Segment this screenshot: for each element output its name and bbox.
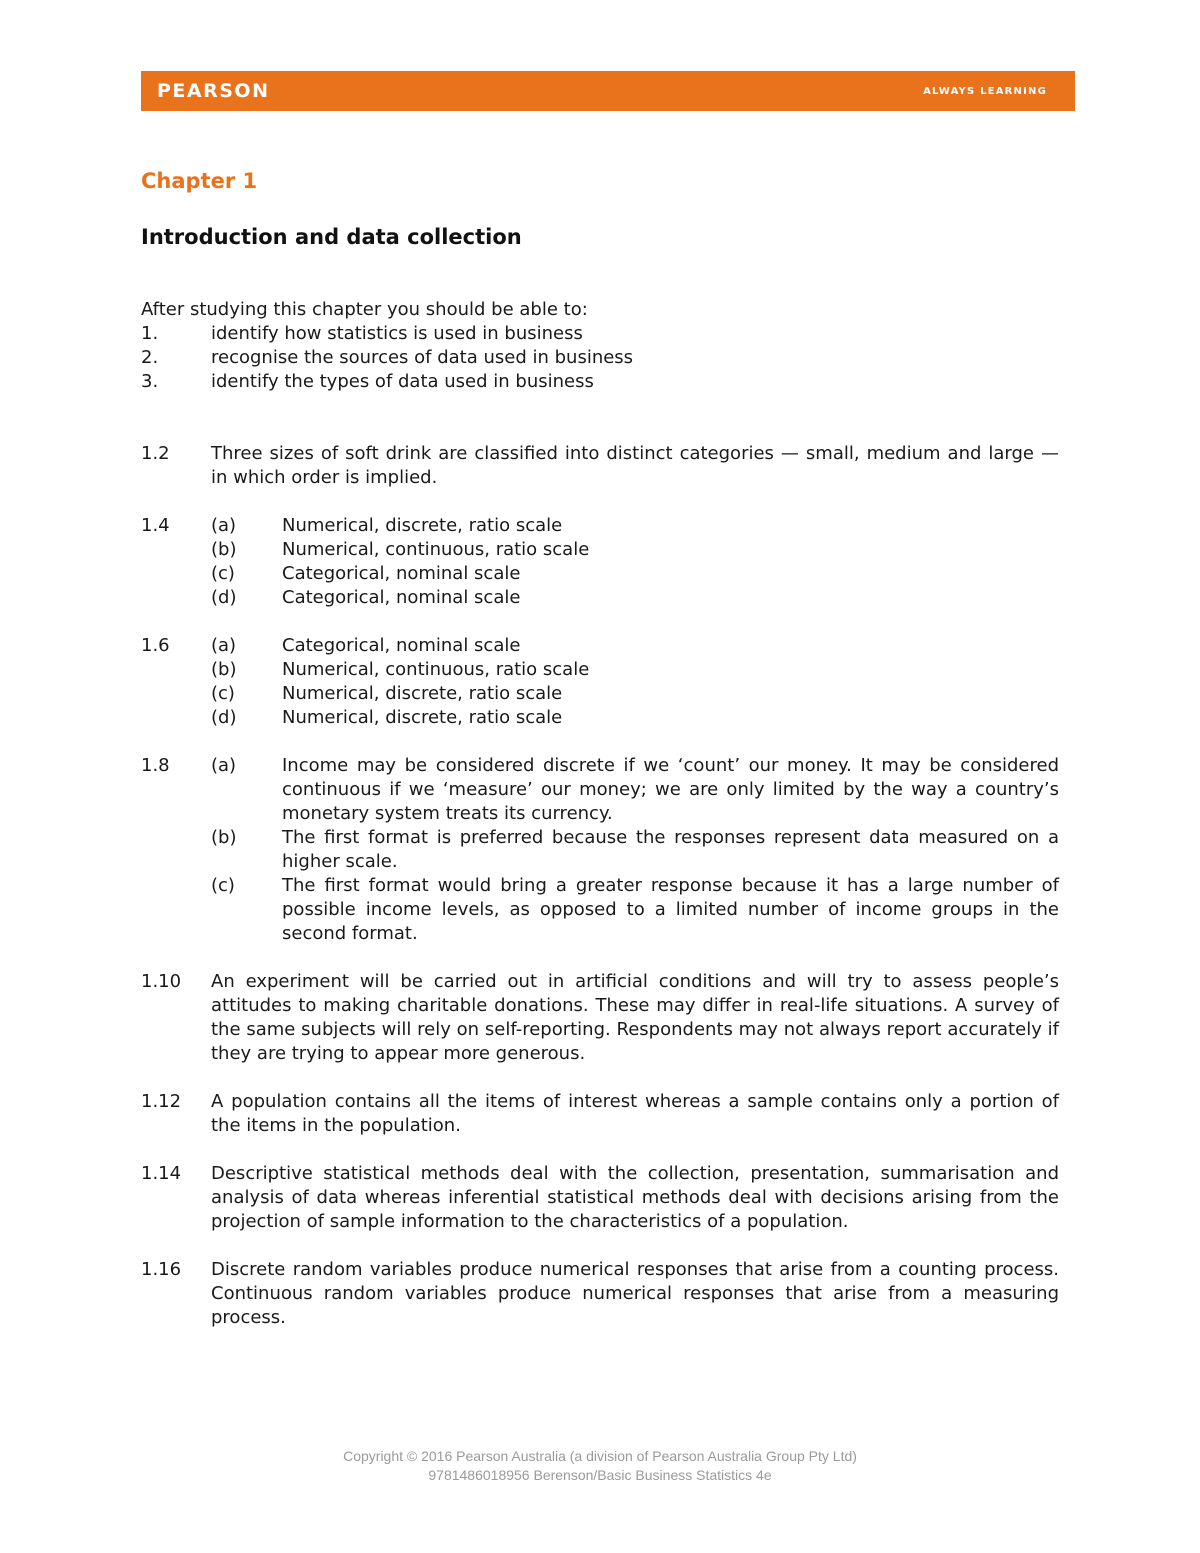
answer-text: Three sizes of soft drink are classified into distinct categories — small, medium and large — in which order is implied. xyxy=(211,443,1059,488)
answer-1-10 xyxy=(141,970,1059,1066)
answer-text: A population contains all the items of interest whereas a sample contains only a portion of the items in the population. xyxy=(211,1091,1059,1136)
objective-text: identify how statistics is used in business xyxy=(211,323,583,344)
answer-part xyxy=(211,562,1059,586)
objective-item xyxy=(141,346,1059,370)
answer-text: Discrete random variables produce numerical responses that arise from a counting process. Continuous random variables produce numerical responses that arise from a measuring process. xyxy=(211,1259,1059,1328)
answer-1-16 xyxy=(141,1258,1059,1330)
question-number: 1.16 xyxy=(141,1259,182,1280)
question-number: 1.14 xyxy=(141,1163,182,1184)
part-label: (b) xyxy=(211,827,237,848)
part-label: (b) xyxy=(211,659,237,680)
pearson-logo: PEARSON xyxy=(157,80,270,102)
part-label: (d) xyxy=(211,707,237,728)
answer-part xyxy=(211,826,1059,874)
answer-part xyxy=(211,682,1059,706)
answer-text: Descriptive statistical methods deal with the collection, presentation, summarisation and analysis of data whereas inferential statistical methods deal with decisions arising from the projection of sample information to the characteristics of a population. xyxy=(211,1163,1059,1232)
chapter-label: Chapter 1 xyxy=(141,169,258,193)
copyright-line: Copyright © 2016 Pearson Australia (a division of Pearson Australia Group Pty Ltd) xyxy=(343,1448,857,1464)
part-text: Numerical, continuous, ratio scale xyxy=(282,659,590,680)
question-number: 1.10 xyxy=(141,971,182,992)
answer-parts xyxy=(211,754,1059,946)
chapter-title: Introduction and data collection xyxy=(141,225,522,249)
header-banner xyxy=(141,71,1075,111)
part-label: (d) xyxy=(211,587,237,608)
learning-objectives xyxy=(141,298,1059,394)
part-text: Categorical, nominal scale xyxy=(282,587,521,608)
objective-number: 3. xyxy=(141,371,159,392)
answer-parts xyxy=(211,514,1059,610)
answer-1-14 xyxy=(141,1162,1059,1234)
part-label: (c) xyxy=(211,683,235,704)
answer-part xyxy=(211,706,1059,730)
answer-part xyxy=(211,754,1059,826)
answers-list xyxy=(141,442,1059,1354)
objective-number: 1. xyxy=(141,323,159,344)
question-number: 1.2 xyxy=(141,443,170,464)
answer-part xyxy=(211,874,1059,946)
answer-1-2 xyxy=(141,442,1059,490)
answer-part xyxy=(211,634,1059,658)
part-text: Numerical, continuous, ratio scale xyxy=(282,539,590,560)
answer-text: An experiment will be carried out in artificial conditions and will try to assess people’s attitudes to making charitable donations. These may differ in real-life situations. A survey of the same subjects will rely on self-reporting. Respondents may not always report accurately if they are trying to appear more generous. xyxy=(211,971,1059,1064)
question-number: 1.12 xyxy=(141,1091,182,1112)
objectives-intro: After studying this chapter you should be able to: xyxy=(141,299,588,320)
answer-1-12 xyxy=(141,1090,1059,1138)
answer-1-6 xyxy=(141,634,1059,730)
part-label: (c) xyxy=(211,563,235,584)
question-number: 1.8 xyxy=(141,755,170,776)
answer-part xyxy=(211,658,1059,682)
objective-number: 2. xyxy=(141,347,159,368)
part-text: Numerical, discrete, ratio scale xyxy=(282,515,563,536)
part-text: Categorical, nominal scale xyxy=(282,563,521,584)
answer-1-4 xyxy=(141,514,1059,610)
part-text: The first format would bring a greater response because it has a large number of possible income levels, as opposed to a limited number of income groups in the second format. xyxy=(282,875,1059,944)
objective-text: identify the types of data used in business xyxy=(211,371,594,392)
part-label: (b) xyxy=(211,539,237,560)
question-number: 1.6 xyxy=(141,635,170,656)
objective-text: recognise the sources of data used in business xyxy=(211,347,634,368)
objective-item xyxy=(141,322,1059,346)
isbn-line: 9781486018956 Berenson/Basic Business Statistics 4e xyxy=(428,1467,772,1483)
part-label: (a) xyxy=(211,515,237,536)
part-text: Numerical, discrete, ratio scale xyxy=(282,707,563,728)
objective-item xyxy=(141,370,1059,394)
part-label: (c) xyxy=(211,875,235,896)
part-text: Categorical, nominal scale xyxy=(282,635,521,656)
answer-part xyxy=(211,514,1059,538)
answer-part xyxy=(211,538,1059,562)
answer-1-8 xyxy=(141,754,1059,946)
part-label: (a) xyxy=(211,755,237,776)
answer-part xyxy=(211,586,1059,610)
part-text: Income may be considered discrete if we ‘count’ our money. It may be considered continuous if we ‘measure’ our money; we are only limited by the way a country’s monetary system treats its currency. xyxy=(282,755,1059,824)
page-footer xyxy=(0,1447,1200,1485)
tagline: ALWAYS LEARNING xyxy=(923,85,1047,97)
part-label: (a) xyxy=(211,635,237,656)
part-text: The first format is preferred because the responses represent data measured on a higher scale. xyxy=(282,827,1059,872)
answer-parts xyxy=(211,634,1059,730)
question-number: 1.4 xyxy=(141,515,170,536)
part-text: Numerical, discrete, ratio scale xyxy=(282,683,563,704)
